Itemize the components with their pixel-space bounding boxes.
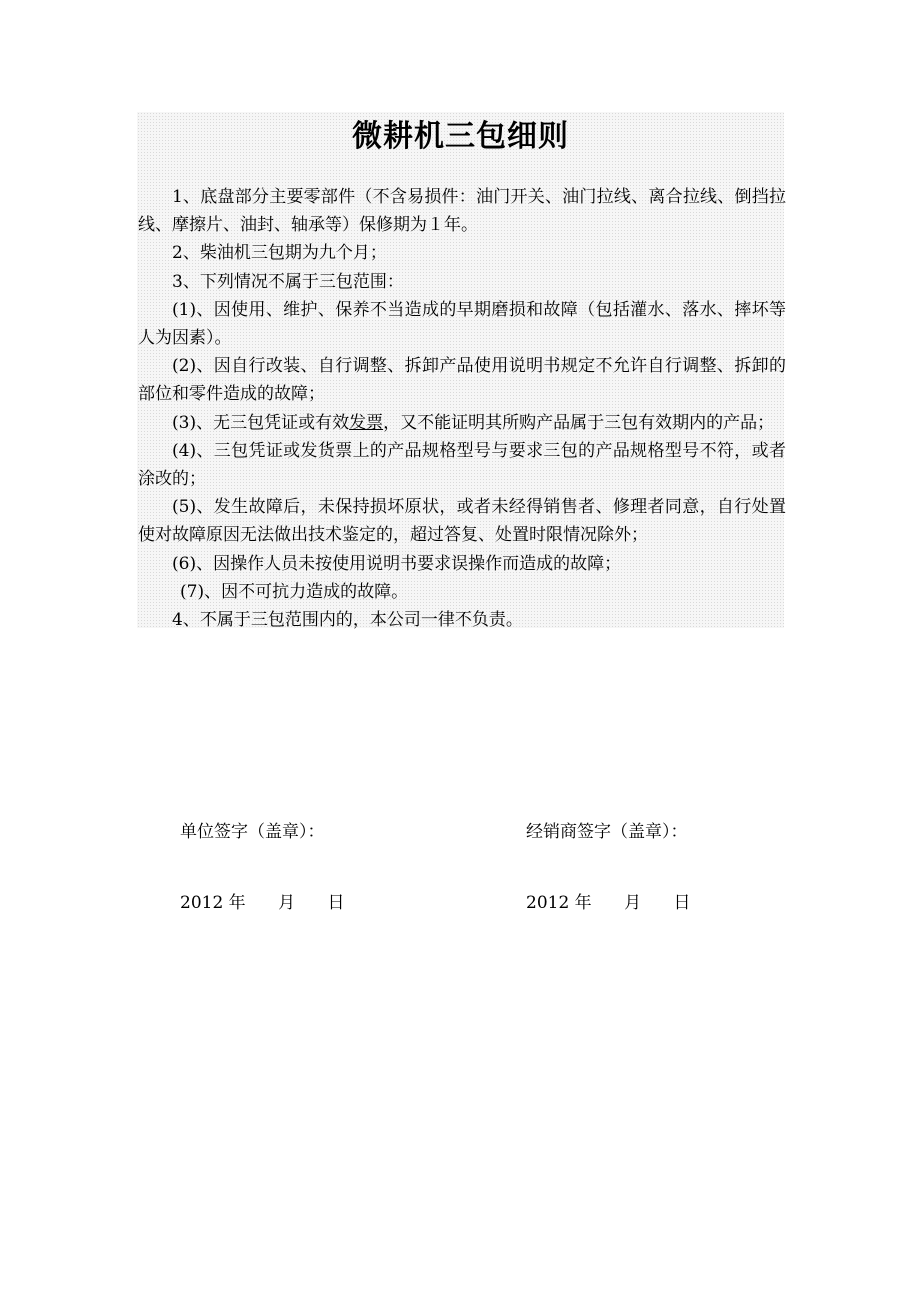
sub-clause-3-after: ，又不能证明其所购产品属于三包有效期内的产品； xyxy=(383,412,775,433)
document-body xyxy=(138,183,786,634)
sub-clause-3 xyxy=(138,409,786,437)
document-title: 微耕机三包细则 xyxy=(352,119,569,154)
dealer-signature-label: 经销商签字（盖章）： xyxy=(526,822,688,842)
sub-clause-3-before: (3)、无三包凭证或有效 xyxy=(172,412,350,433)
sub-clause-5: (5)、发生故障后，未保持损坏原状，或者未经得销售者、修理者同意，自行处置使对故障原因无法做出技术鉴定的，超过答复、处置时限情况除外； xyxy=(138,497,786,546)
sub-clause-7: (7)、因不可抗力造成的故障。 xyxy=(180,581,409,602)
sub-clause-2: (2)、因自行改装、自行调整、拆卸产品使用说明书规定不允许自行调整、拆卸的部位和零件造成的故障； xyxy=(138,356,786,405)
sub-clause-1: (1)、因使用、维护、保养不当造成的早期磨损和故障（包括灌水、落水、摔坏等人为因素）。 xyxy=(138,299,786,349)
unit-signature-date: 2012 年 月 日 xyxy=(180,893,345,913)
clause-2: 2、柴油机三包期为九个月； xyxy=(172,243,387,264)
sub-clause-6: (6)、因操作人员未按使用说明书要求误操作而造成的故障； xyxy=(172,553,622,574)
sub-clause-4: (4)、三包凭证或发货票上的产品规格型号与要求三包的产品规格型号不符，或者涂改的； xyxy=(138,440,786,490)
invoice-link-text: 发票 xyxy=(349,412,384,433)
clause-3: 3、下列情况不属于三包范围： xyxy=(172,271,404,292)
dealer-signature-date: 2012 年 月 日 xyxy=(526,893,691,913)
clause-4: 4、不属于三包范围内的，本公司一律不负责。 xyxy=(172,610,523,631)
clause-1: 1、底盘部分主要零部件（不含易损件：油门开关、油门拉线、离合拉线、倒挡拉线、摩擦片、油封、轴承等）保修期为１年。 xyxy=(138,187,786,236)
unit-signature-label: 单位签字（盖章）： xyxy=(180,822,325,842)
